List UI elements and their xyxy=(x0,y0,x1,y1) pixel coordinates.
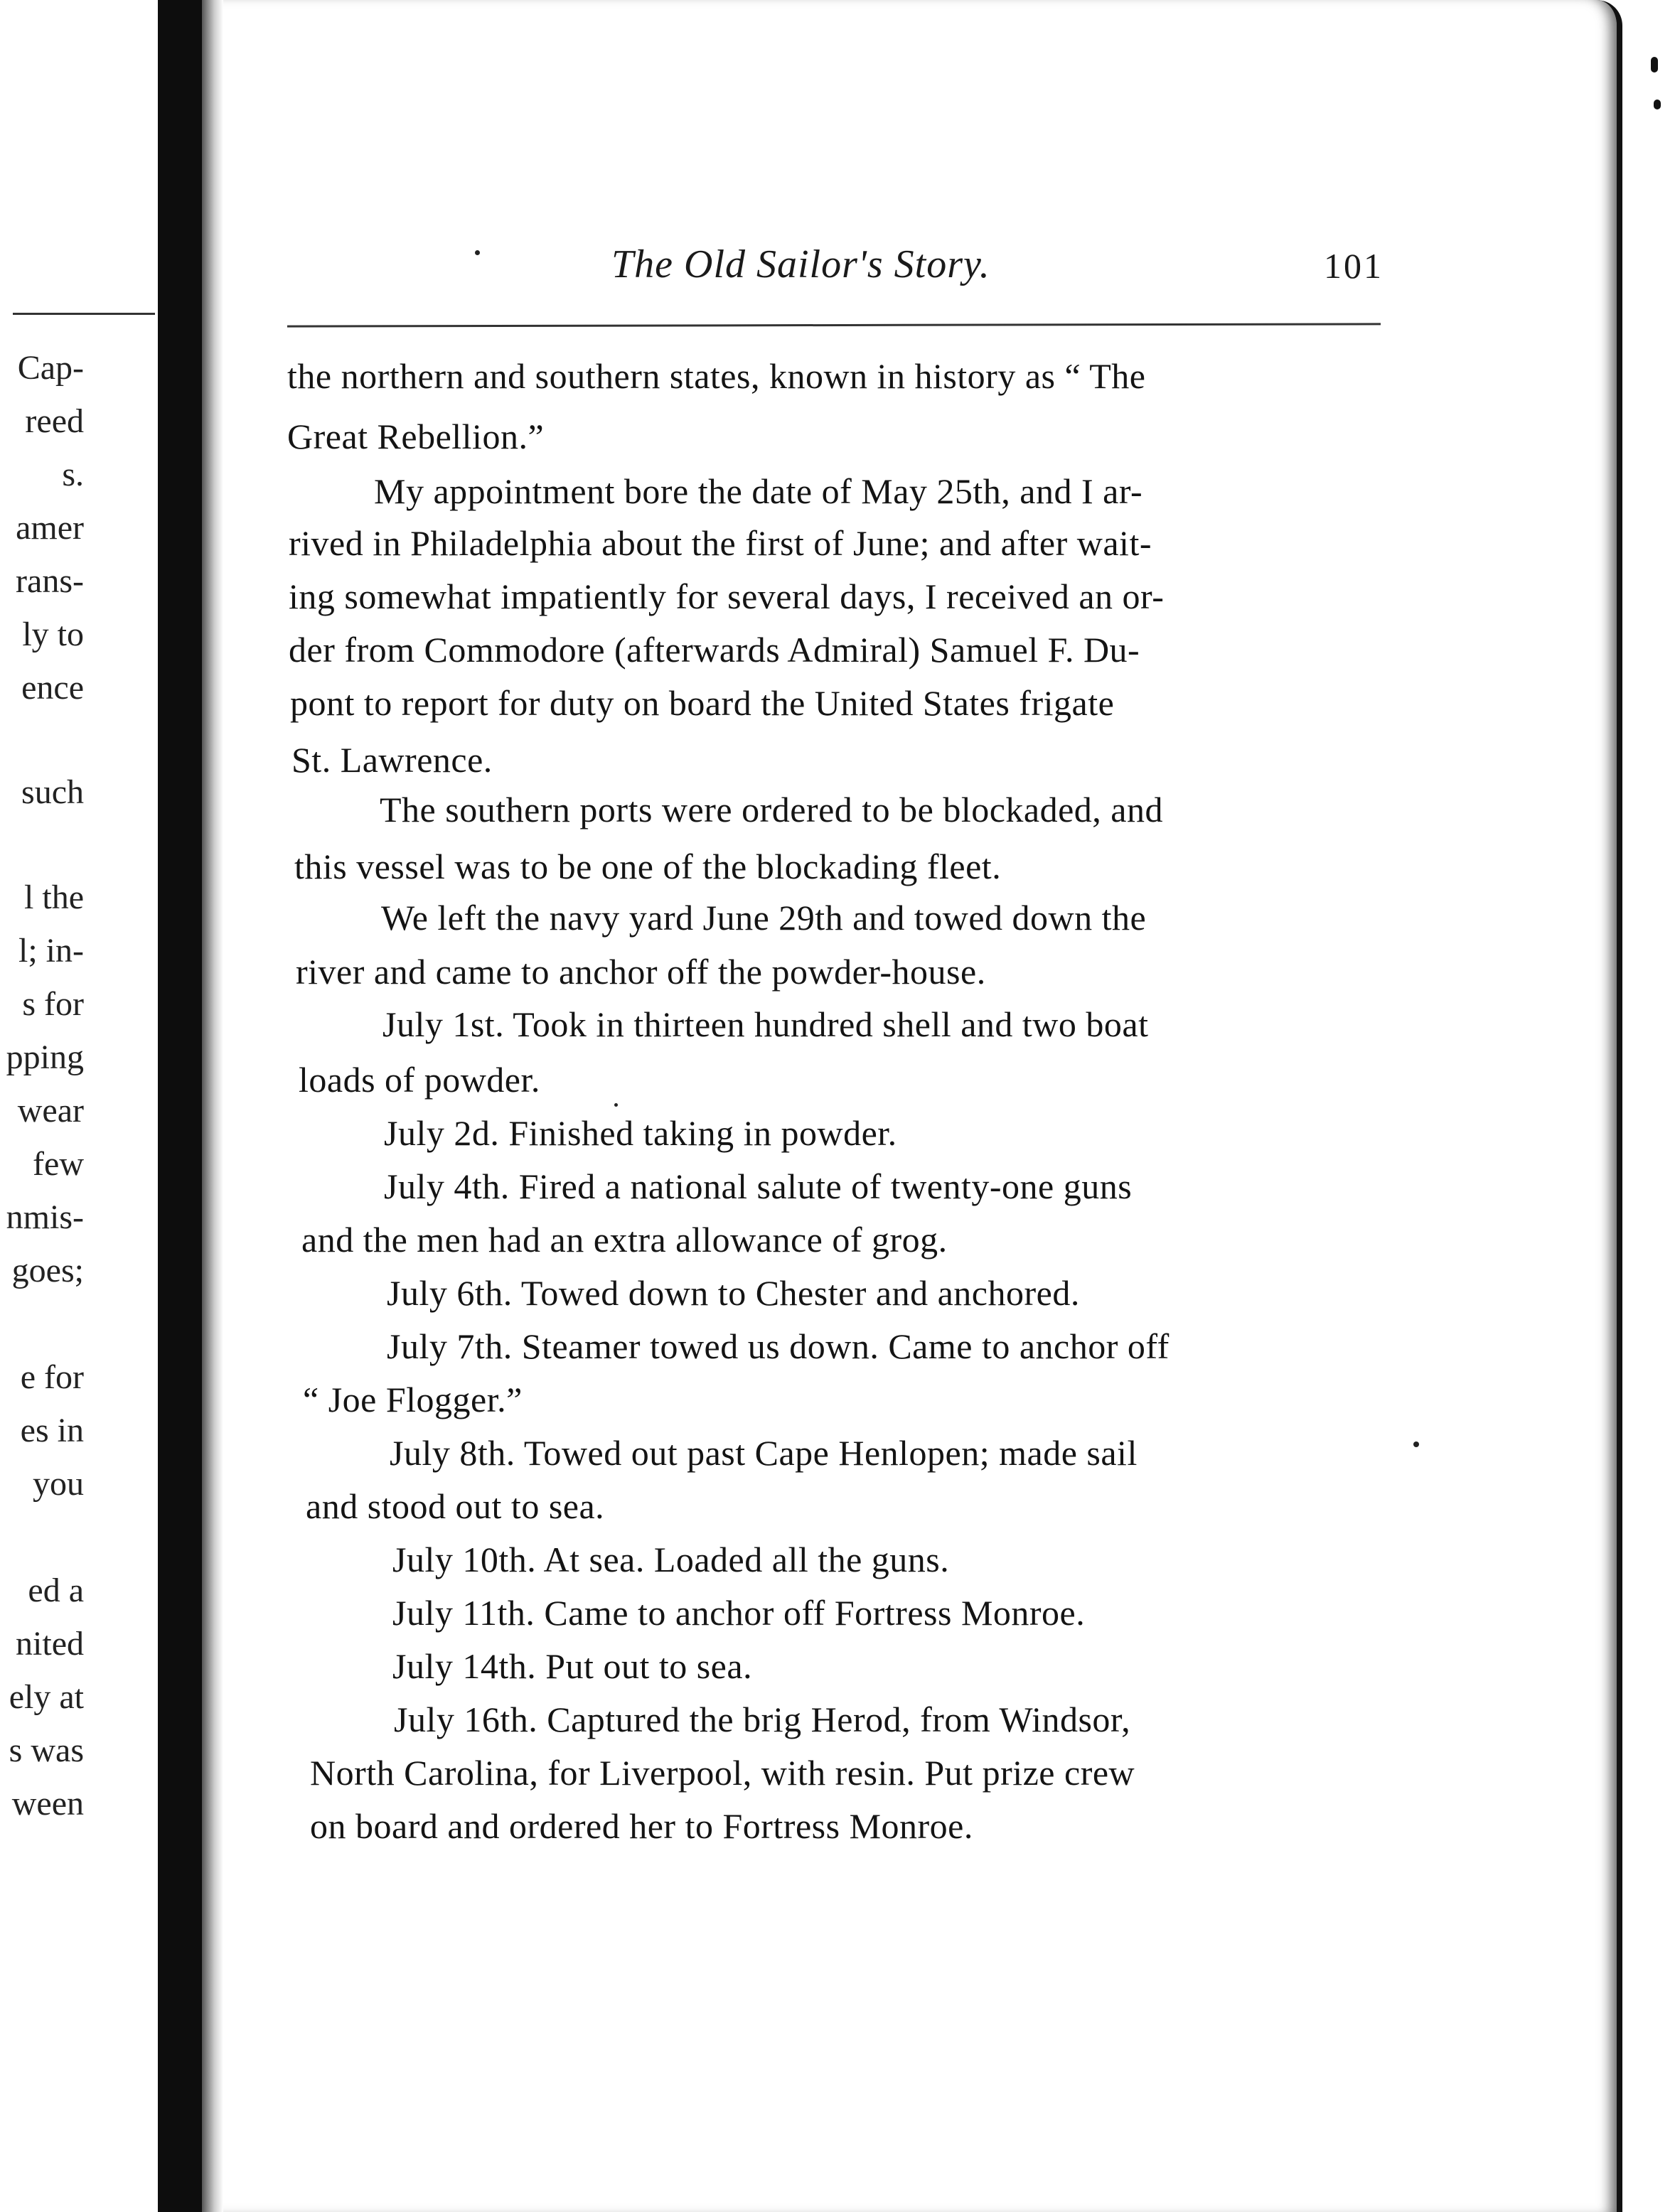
previous-page-line: ly to xyxy=(22,616,84,653)
text-line: river and came to anchor off the powder-house. xyxy=(296,952,986,992)
previous-page-line: e for xyxy=(20,1358,84,1396)
text-line: July 7th. Steamer towed us down. Came to anchor off xyxy=(387,1326,1170,1366)
previous-page-line: reed xyxy=(25,402,84,440)
text-line: North Carolina, for Liverpool, with resin. Put prize crew xyxy=(310,1753,1135,1793)
previous-page-fragment xyxy=(0,0,158,2212)
previous-page-line: l; in- xyxy=(18,932,84,970)
text-line: July 14th. Put out to sea. xyxy=(392,1646,753,1686)
text-line: on board and ordered her to Fortress Monroe. xyxy=(310,1806,973,1846)
previous-page-line: s was xyxy=(9,1732,84,1769)
scan-speck xyxy=(1654,100,1661,109)
text-line: this vessel was to be one of the blockading fleet. xyxy=(294,847,1002,886)
text-line: July 10th. At sea. Loaded all the guns. xyxy=(392,1540,950,1579)
text-line: My appointment bore the date of May 25th, and I ar- xyxy=(374,471,1143,511)
scan-speck xyxy=(1413,1441,1419,1447)
previous-page-line: pping xyxy=(6,1038,84,1076)
previous-page-line: es in xyxy=(20,1412,84,1449)
previous-page-line: s. xyxy=(62,456,84,493)
text-line: St. Lawrence. xyxy=(291,740,493,780)
previous-page-line: such xyxy=(21,773,84,811)
text-line: “ Joe Flogger.” xyxy=(303,1380,523,1419)
page-fold-shadow xyxy=(202,0,223,2212)
previous-page-line: Cap- xyxy=(17,349,84,387)
previous-page-line: nmis- xyxy=(6,1198,84,1236)
previous-page-line: l the xyxy=(24,879,84,916)
text-line: July 16th. Captured the brig Herod, from Windsor, xyxy=(394,1700,1131,1739)
previous-page-line: amer xyxy=(16,509,84,547)
previous-page-line: few xyxy=(33,1145,84,1183)
previous-page-line: rans- xyxy=(16,562,84,600)
scan-speck xyxy=(475,250,480,255)
text-line: We left the navy yard June 29th and towed down the xyxy=(381,898,1147,938)
text-line: der from Commodore (afterwards Admiral) Samuel F. Du- xyxy=(289,630,1140,670)
text-line: pont to report for duty on board the United States frigate xyxy=(290,683,1115,723)
previous-page-line: ed a xyxy=(28,1572,84,1609)
text-line: July 8th. Towed out past Cape Henlopen; made sail xyxy=(390,1433,1138,1473)
binding-gutter xyxy=(158,0,202,2212)
text-line: July 1st. Took in thirteen hundred shell and two boat xyxy=(382,1004,1149,1044)
text-line: July 4th. Fired a national salute of twenty-one guns xyxy=(384,1166,1133,1206)
text-line: loads of powder. xyxy=(299,1060,540,1100)
previous-page-line: ence xyxy=(21,669,84,707)
previous-page-line: nited xyxy=(16,1625,84,1663)
running-head: The Old Sailor's Story. xyxy=(611,242,990,286)
text-line: and the men had an extra allowance of grog. xyxy=(301,1220,948,1260)
previous-page-line: ely at xyxy=(9,1678,84,1716)
text-line: and stood out to sea. xyxy=(306,1486,605,1526)
text-line: The southern ports were ordered to be blockaded, and xyxy=(380,790,1164,830)
previous-page-line: ween xyxy=(11,1785,84,1822)
previous-page-line: you xyxy=(33,1465,84,1503)
text-line: Great Rebellion.” xyxy=(287,417,545,456)
previous-page-line: s for xyxy=(22,985,84,1023)
scan-speck xyxy=(614,1103,618,1107)
previous-page-rule xyxy=(13,313,155,315)
text-line: rived in Philadelphia about the first of June; and after wait- xyxy=(289,523,1152,563)
text-line: July 6th. Towed down to Chester and anchored. xyxy=(387,1273,1080,1313)
book-page xyxy=(202,0,1622,2212)
text-line: July 2d. Finished taking in powder. xyxy=(384,1113,897,1153)
page-number: 101 xyxy=(1324,246,1384,286)
page-margin-right xyxy=(1622,0,1675,2212)
text-line: ing somewhat impatiently for several days, I received an or- xyxy=(289,576,1165,616)
text-line: July 11th. Came to anchor off Fortress Monroe. xyxy=(392,1593,1086,1633)
text-line: the northern and southern states, known in history as “ The xyxy=(287,356,1146,396)
scan-speck xyxy=(1651,57,1658,73)
previous-page-line: wear xyxy=(17,1092,84,1129)
previous-page-line: goes; xyxy=(11,1252,84,1289)
